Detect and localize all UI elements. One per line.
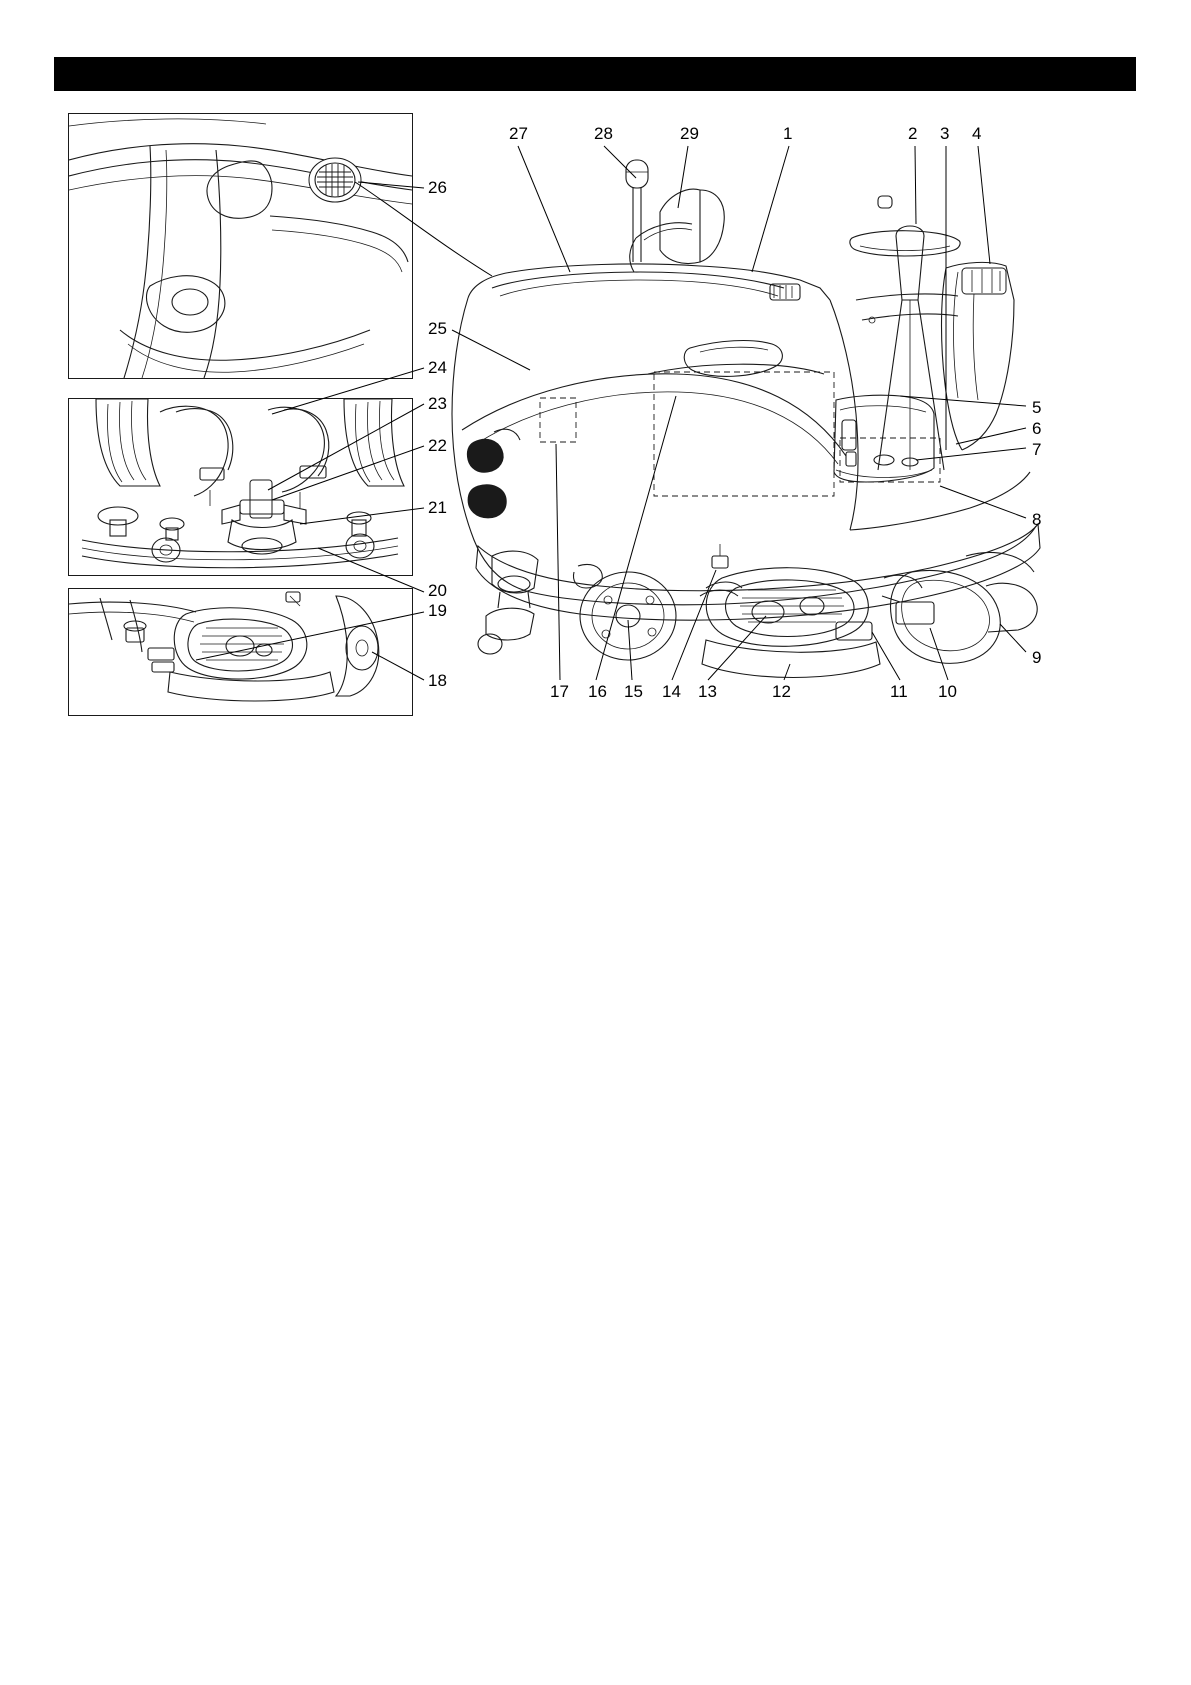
callout-21: 21 xyxy=(428,498,447,517)
callout-14: 14 xyxy=(662,682,681,701)
callout-6: 6 xyxy=(1032,419,1042,438)
callout-1: 1 xyxy=(783,124,793,143)
figure-area xyxy=(0,0,1191,760)
callout-2: 2 xyxy=(908,124,918,143)
callout-12: 12 xyxy=(772,682,791,701)
callout-4: 4 xyxy=(972,124,982,143)
callout-8: 8 xyxy=(1032,510,1042,529)
callout-13: 13 xyxy=(698,682,717,701)
callout-15: 15 xyxy=(624,682,643,701)
callout-23: 23 xyxy=(428,394,447,413)
callout-10: 10 xyxy=(938,682,957,701)
callout-25: 25 xyxy=(428,319,447,338)
callout-7: 7 xyxy=(1032,440,1042,459)
callout-3: 3 xyxy=(940,124,950,143)
callout-9: 9 xyxy=(1032,648,1042,667)
callout-29: 29 xyxy=(680,124,699,143)
callout-26: 26 xyxy=(428,178,447,197)
callout-24: 24 xyxy=(428,358,447,377)
callout-22: 22 xyxy=(428,436,447,455)
callout-5: 5 xyxy=(1032,398,1042,417)
detail-panel-a xyxy=(68,113,413,379)
callout-17: 17 xyxy=(550,682,569,701)
callout-18: 18 xyxy=(428,671,447,690)
detail-panel-b xyxy=(68,398,413,576)
detail-panel-c xyxy=(68,588,413,716)
callout-28: 28 xyxy=(594,124,613,143)
callout-11: 11 xyxy=(890,682,908,701)
callout-20: 20 xyxy=(428,581,447,600)
callout-16: 16 xyxy=(588,682,607,701)
callout-27: 27 xyxy=(509,124,528,143)
callout-19: 19 xyxy=(428,601,447,620)
